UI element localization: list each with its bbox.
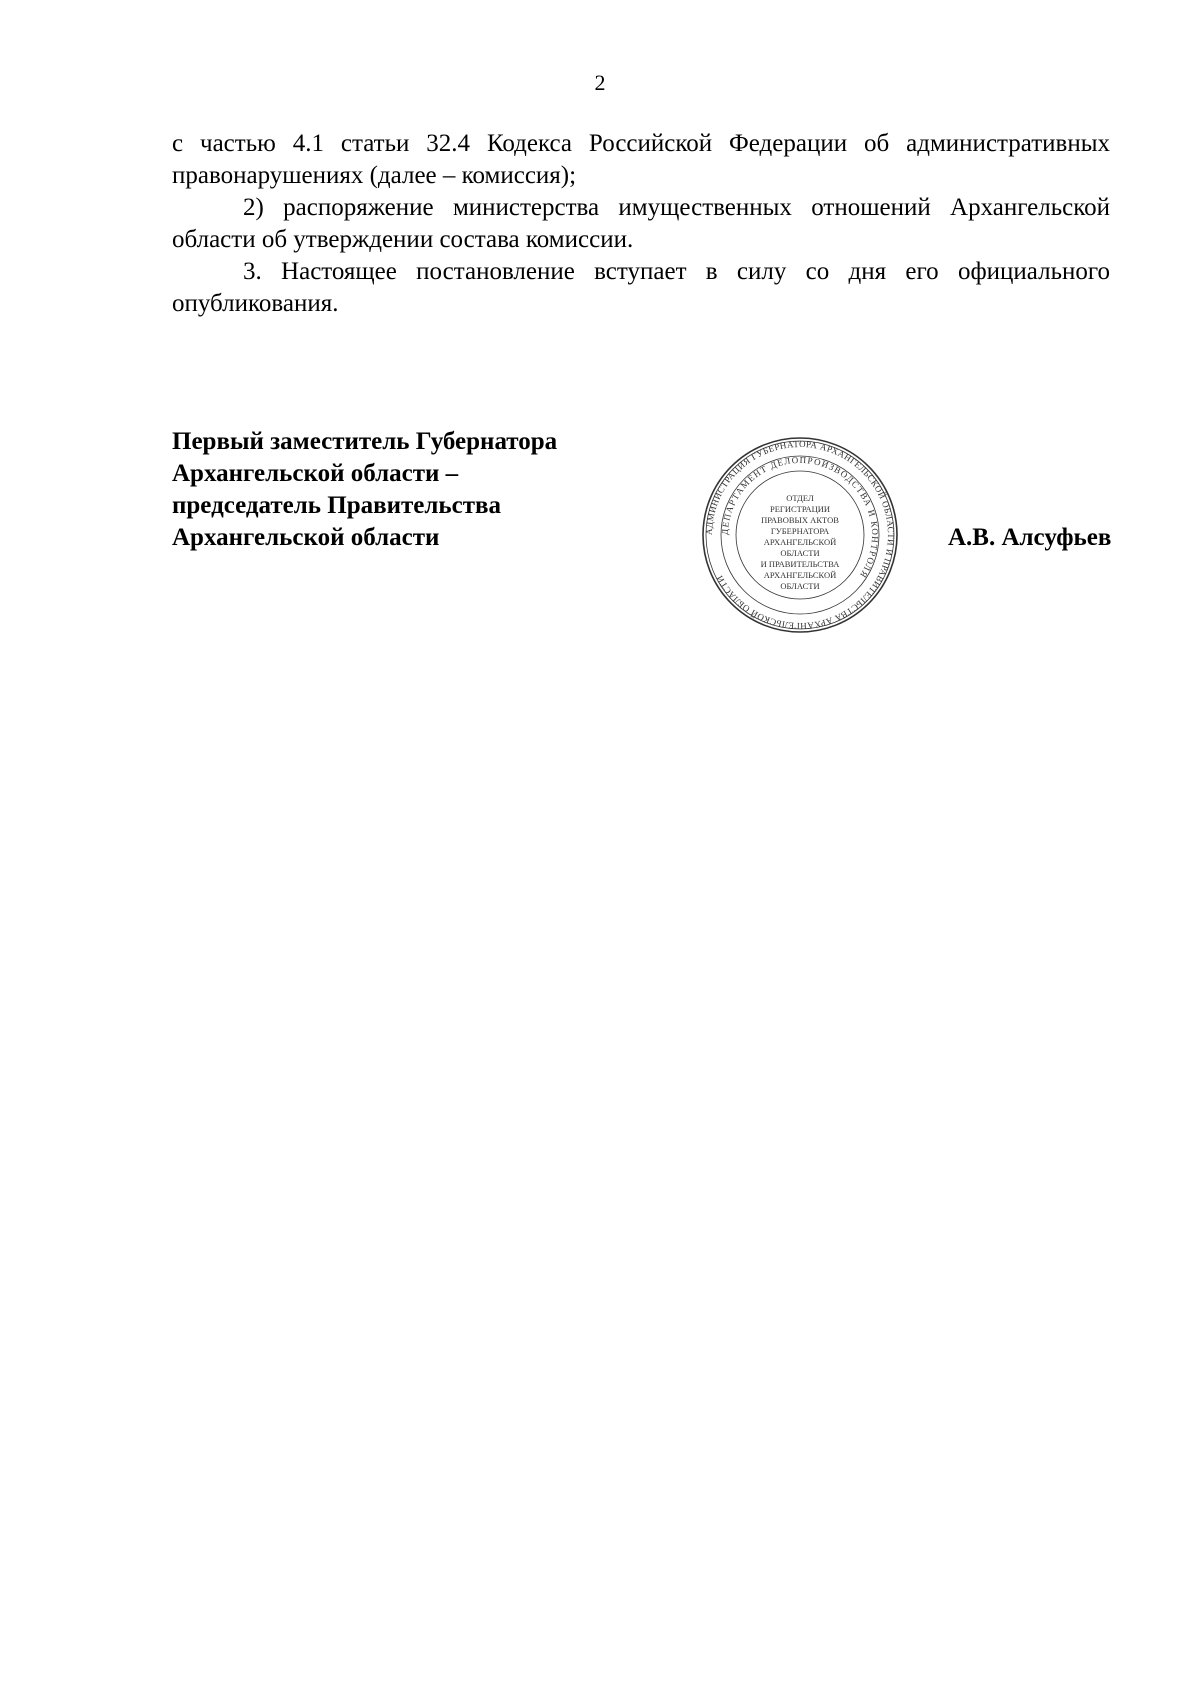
signer-name: А.В. Алсуфьев xyxy=(948,524,1112,551)
seal-center-line: РЕГИСТРАЦИИ xyxy=(769,504,831,514)
signatory-title-line: Архангельской области – xyxy=(172,460,459,487)
seal-inner-text: ДЕПАРТАМЕНТ ДЕЛОПРОИЗВОДСТВА И КОНТРОЛЯ xyxy=(719,454,881,581)
paragraph-item-2: 2) распоряжение министерства имущественных отношений Архангельской области об утверждении состава комиссии. xyxy=(172,194,1110,253)
official-seal xyxy=(700,435,900,635)
document-body xyxy=(172,128,1110,320)
signatory-title xyxy=(172,426,652,554)
paragraph-item-3: 3. Настоящее постановление вступает в силу со дня его официального опубликования. xyxy=(172,258,1110,317)
official-seal-graphic xyxy=(700,435,900,635)
seal-center-line: АРХАНГЕЛЬСКОЙ xyxy=(763,570,837,580)
seal-center-line: АРХАНГЕЛЬСКОЙ xyxy=(763,537,837,547)
seal-center-line: ОБЛАСТИ xyxy=(780,581,820,591)
seal-center-line: ОТДЕЛ xyxy=(786,493,814,503)
page-number: 2 xyxy=(594,70,606,95)
seal-center-line: И ПРАВИТЕЛЬСТВА xyxy=(760,559,840,569)
paragraph-continuation: с частью 4.1 статьи 32.4 Кодекса Российской Федерации об административных правонарушениях (далее – комиссия); xyxy=(172,130,1110,189)
seal-center-line: ГУБЕРНАТОРА xyxy=(770,526,830,536)
seal-outer-text: АДМИНИСТРАЦИЯ ГУБЕРНАТОРА АРХАНГЕЛЬСКОЙ ОБЛАСТИ И ПРАВИТЕЛЬСТВА АРХАНГЕЛЬСКОЙ ОБЛАСТИ xyxy=(703,438,897,632)
seal-center-line: ПРАВОВЫХ АКТОВ xyxy=(761,515,839,525)
signatory-title-line: председатель Правительства xyxy=(172,492,502,519)
signatory-title-line: Архангельской области xyxy=(172,524,440,551)
signatory-title-line: Первый заместитель Губернатора xyxy=(172,428,558,455)
seal-center-line: ОБЛАСТИ xyxy=(780,548,820,558)
